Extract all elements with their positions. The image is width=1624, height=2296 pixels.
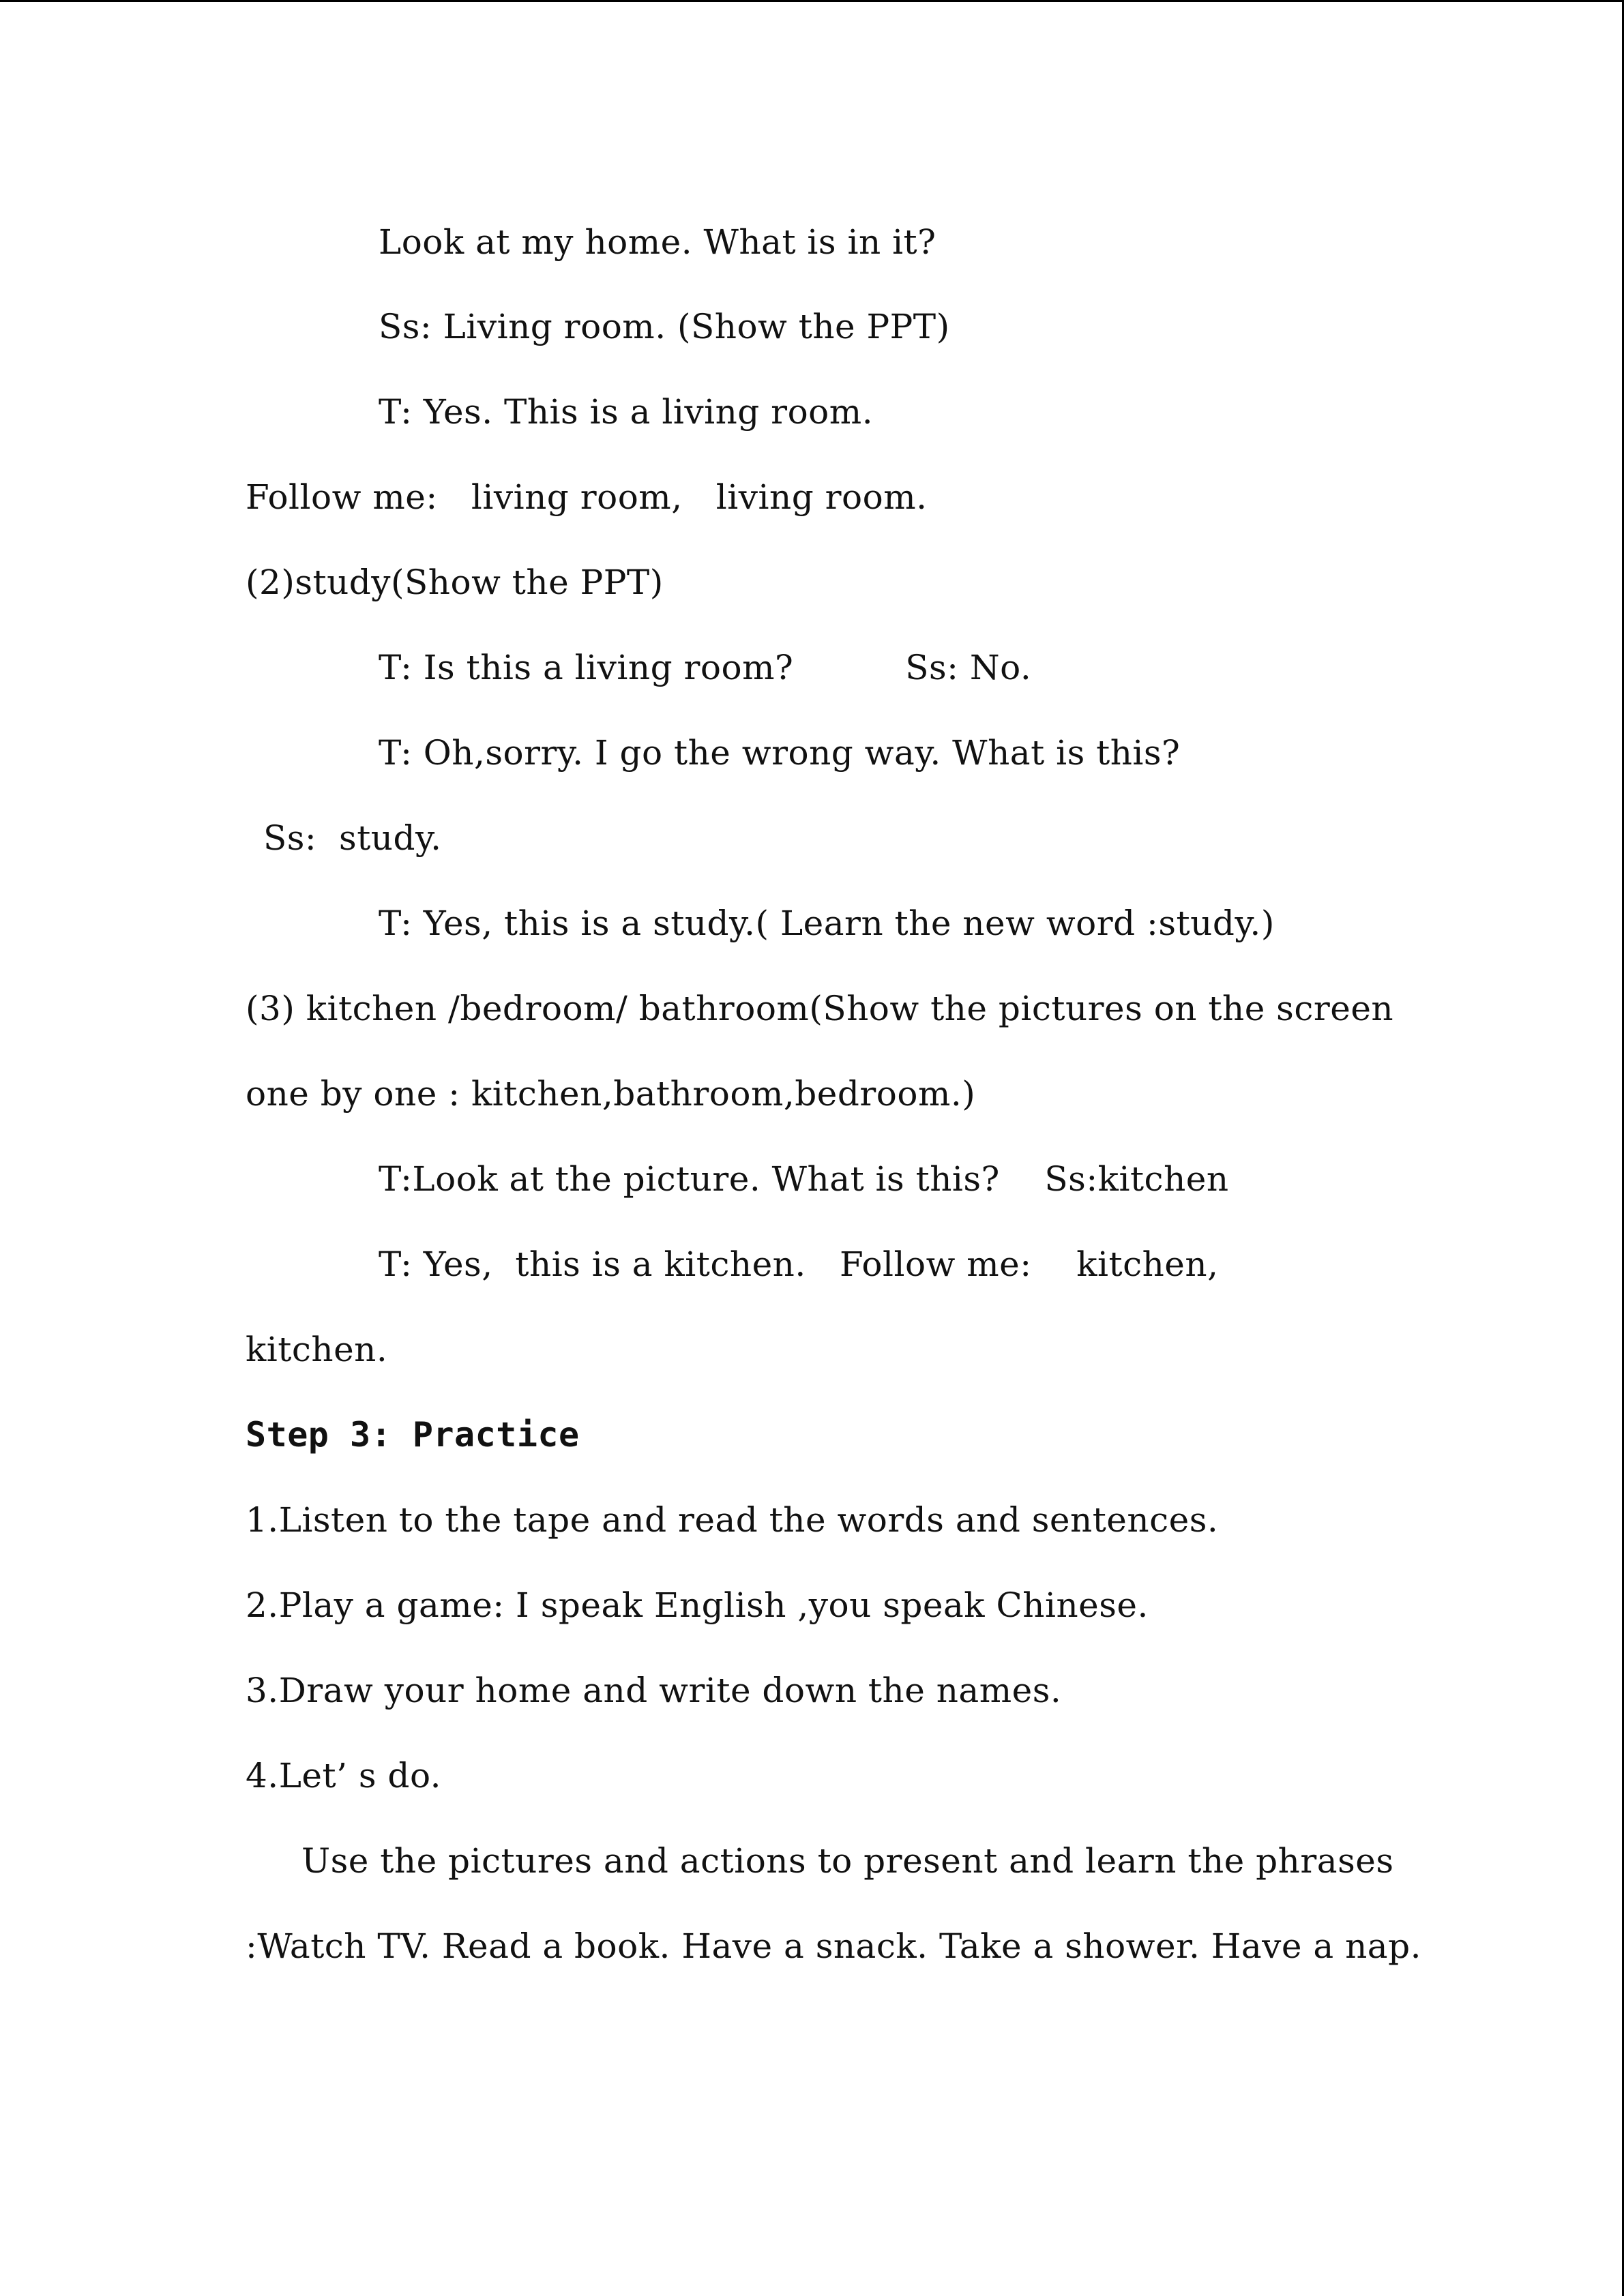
line-ss-living-room: Ss: Living room. (Show the PPT) <box>379 307 950 346</box>
line-study-show-ppt: (2)study(Show the PPT) <box>246 563 664 602</box>
line-is-this-living-room: T: Is this a living room? Ss: No. <box>379 648 1032 687</box>
line-use-the-pictures: Use the pictures and actions to present and learn the phrases <box>301 1841 1394 1881</box>
line-kitchen-bedroom-bathroom: (3) kitchen /bedroom/ bathroom(Show the pictures on the screen <box>246 989 1394 1028</box>
list-item-listen: 1.Listen to the tape and read the words and sentences. <box>246 1500 1219 1540</box>
line-look-at-my-home: Look at my home. What is in it? <box>379 222 936 262</box>
line-oh-sorry: T: Oh,sorry. I go the wrong way. What is this? <box>379 733 1181 773</box>
line-one-by-one: one by one : kitchen,bathroom,bedroom.) <box>246 1074 976 1114</box>
line-follow-me-living-room: Follow me: living room, living room. <box>246 477 928 517</box>
line-yes-this-is-a-study: T: Yes, this is a study.( Learn the new word :study.) <box>379 904 1275 943</box>
list-item-draw-home: 3.Draw your home and write down the names. <box>246 1671 1062 1710</box>
line-yes-this-is-a-kitchen: T: Yes, this is a kitchen. Follow me: kitchen, <box>379 1244 1219 1284</box>
section-heading-practice: Step 3: Practice <box>246 1415 580 1455</box>
line-phrases: :Watch TV. Read a book. Have a snack. Take a shower. Have a nap. <box>246 1926 1422 1966</box>
line-look-at-the-picture: T:Look at the picture. What is this? Ss:kitchen <box>379 1159 1229 1199</box>
list-item-lets-do: 4.Let’ s do. <box>246 1756 442 1795</box>
line-ss-study: Ss: study. <box>263 818 442 858</box>
line-kitchen: kitchen. <box>246 1330 388 1369</box>
list-item-play-game: 2.Play a game: I speak English ,you speak Chinese. <box>246 1585 1149 1625</box>
line-t-yes-living-room: T: Yes. This is a living room. <box>379 392 874 432</box>
